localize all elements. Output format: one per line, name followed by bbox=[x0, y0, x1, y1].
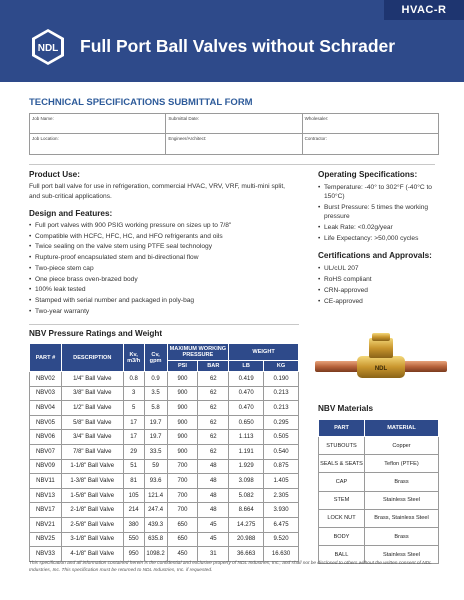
list-item: • Temperature: -40° to 302°F (-40°C to 150°C) bbox=[318, 183, 443, 201]
table-cell: 700 bbox=[167, 488, 198, 503]
table-cell: 1-5/8" Ball Valve bbox=[61, 488, 123, 503]
table-cell: 62 bbox=[198, 444, 229, 459]
certifications-list bbox=[318, 264, 443, 308]
table-cell: 650 bbox=[167, 517, 198, 532]
table-cell: 36.663 bbox=[229, 547, 264, 562]
table-cell: 2-1/8" Ball Valve bbox=[61, 503, 123, 518]
list-item: • Two-year warranty bbox=[29, 307, 299, 318]
table-row bbox=[30, 474, 299, 489]
job-location-field[interactable]: Job Location: bbox=[30, 134, 166, 154]
certifications-heading: Certifications and Approvals: bbox=[318, 251, 432, 260]
table-cell: 900 bbox=[167, 444, 198, 459]
table-cell: 380 bbox=[123, 517, 144, 532]
table-cell: 0.190 bbox=[264, 372, 299, 387]
table-row bbox=[30, 532, 299, 547]
column-header: Cv, gpm bbox=[144, 344, 167, 372]
job-name-field[interactable]: Job Name: bbox=[30, 114, 166, 133]
page-title: Full Port Ball Valves without Schrader bbox=[80, 36, 396, 56]
operating-specs-list bbox=[318, 183, 443, 245]
table-row bbox=[30, 488, 299, 503]
table-cell: 3/8" Ball Valve bbox=[61, 386, 123, 401]
table-row bbox=[30, 459, 299, 474]
logo-text: NDL bbox=[37, 43, 59, 54]
table-cell: 950 bbox=[123, 547, 144, 562]
table-cell: 3 bbox=[123, 386, 144, 401]
list-item: • RoHS compliant bbox=[318, 275, 443, 284]
table-cell: NBV33 bbox=[30, 547, 62, 562]
design-features-list bbox=[29, 221, 299, 317]
table-row bbox=[319, 473, 439, 491]
category-tag: HVAC-R bbox=[384, 0, 464, 20]
table-row bbox=[319, 527, 439, 545]
table-cell: 1.191 bbox=[229, 444, 264, 459]
submittal-date-field[interactable]: Submittal Date: bbox=[166, 114, 302, 133]
table-cell: 0.650 bbox=[229, 415, 264, 430]
materials-heading: NBV Materials bbox=[318, 404, 374, 413]
design-features-heading: Design and Features: bbox=[29, 209, 113, 218]
table-cell: 700 bbox=[167, 503, 198, 518]
table-cell: NBV25 bbox=[30, 532, 62, 547]
pressure-table-body bbox=[30, 372, 299, 562]
table-cell: NBV11 bbox=[30, 474, 62, 489]
column-header: Kv, m3/h bbox=[123, 344, 144, 372]
table-cell: 900 bbox=[167, 401, 198, 416]
ball-valve-image bbox=[311, 328, 451, 388]
column-header: KG bbox=[264, 361, 299, 372]
list-item: • UL/cUL 207 bbox=[318, 264, 443, 273]
wholesaler-field[interactable]: Wholesaler: bbox=[304, 116, 329, 121]
table-cell: 5/8" Ball Valve bbox=[61, 415, 123, 430]
table-cell: 1.929 bbox=[229, 459, 264, 474]
table-row bbox=[30, 430, 299, 445]
table-cell: 62 bbox=[198, 401, 229, 416]
table-row bbox=[30, 386, 299, 401]
column-header: PART bbox=[319, 420, 365, 437]
column-header: PSI bbox=[167, 361, 198, 372]
table-cell: 0.295 bbox=[264, 415, 299, 430]
table-cell: 20.988 bbox=[229, 532, 264, 547]
table-cell: 33.5 bbox=[144, 444, 167, 459]
list-item: • Life Expectancy: >50,000 cycles bbox=[318, 234, 443, 243]
table-cell: CAP bbox=[319, 473, 365, 491]
table-cell: LOCK NUT bbox=[319, 509, 365, 527]
table-cell: 17 bbox=[123, 430, 144, 445]
pressure-ratings-table bbox=[29, 343, 299, 562]
table-cell: 93.6 bbox=[144, 474, 167, 489]
product-use-text: Full port ball valve for use in refrigeration, commercial HVAC, VRV, VRF, multi-mini split, and sub-critical applications. bbox=[29, 183, 286, 200]
table-cell: 5.082 bbox=[229, 488, 264, 503]
table-cell: 48 bbox=[198, 474, 229, 489]
table-cell: 700 bbox=[167, 459, 198, 474]
table-cell: NBV06 bbox=[30, 430, 62, 445]
table-cell: Stainless Steel bbox=[365, 491, 439, 509]
table-row bbox=[319, 455, 439, 473]
table-cell: Copper bbox=[365, 437, 439, 455]
table-cell: NBV02 bbox=[30, 372, 62, 387]
submittal-form bbox=[29, 113, 439, 155]
contractor-field[interactable]: Contractor: bbox=[304, 136, 327, 141]
table-cell: 31 bbox=[198, 547, 229, 562]
table-cell: 1098.2 bbox=[144, 547, 167, 562]
table-cell: 9.520 bbox=[264, 532, 299, 547]
table-cell: 0.470 bbox=[229, 386, 264, 401]
table-cell: 48 bbox=[198, 488, 229, 503]
table-row bbox=[30, 517, 299, 532]
list-item: • One piece brass oven-brazed body bbox=[29, 275, 299, 286]
submittal-form-title: TECHNICAL SPECIFICATIONS SUBMITTAL FORM bbox=[29, 97, 253, 108]
list-item: • Full port valves with 900 PSIG working pressure on sizes up to 7/8" bbox=[29, 221, 299, 232]
table-cell: 650 bbox=[167, 532, 198, 547]
table-cell: STEM bbox=[319, 491, 365, 509]
table-cell: NBV05 bbox=[30, 415, 62, 430]
table-cell: SEALS & SEATS bbox=[319, 455, 365, 473]
column-header: DESCRIPTION bbox=[61, 344, 123, 372]
table-cell: Stainless Steel bbox=[365, 546, 439, 564]
materials-table bbox=[318, 419, 439, 564]
table-cell: NBV13 bbox=[30, 488, 62, 503]
table-row bbox=[30, 401, 299, 416]
table-cell: 48 bbox=[198, 503, 229, 518]
operating-specs-heading: Operating Specifications: bbox=[318, 170, 418, 179]
pressure-table-heading: NBV Pressure Ratings and Weight bbox=[29, 329, 163, 338]
table-cell: 4-1/8" Ball Valve bbox=[61, 547, 123, 562]
table-cell: 2-5/8" Ball Valve bbox=[61, 517, 123, 532]
column-header: LB bbox=[229, 361, 264, 372]
table-cell: 1-1/8" Ball Valve bbox=[61, 459, 123, 474]
table-cell: 8.664 bbox=[229, 503, 264, 518]
table-cell: 550 bbox=[123, 532, 144, 547]
table-cell: 45 bbox=[198, 517, 229, 532]
form-row bbox=[30, 134, 438, 154]
list-item: • CE-approved bbox=[318, 297, 443, 306]
table-cell: 51 bbox=[123, 459, 144, 474]
table-cell: Brass bbox=[365, 527, 439, 545]
table-cell: 81 bbox=[123, 474, 144, 489]
table-cell: 1/4" Ball Valve bbox=[61, 372, 123, 387]
table-cell: 16.630 bbox=[264, 547, 299, 562]
table-cell: 19.7 bbox=[144, 415, 167, 430]
table-cell: 3/4" Ball Valve bbox=[61, 430, 123, 445]
table-cell: 0.419 bbox=[229, 372, 264, 387]
table-cell: 62 bbox=[198, 430, 229, 445]
section-divider bbox=[29, 324, 299, 325]
table-cell: 439.3 bbox=[144, 517, 167, 532]
table-cell: 19.7 bbox=[144, 430, 167, 445]
table-cell: 3.930 bbox=[264, 503, 299, 518]
table-cell: 7/8" Ball Valve bbox=[61, 444, 123, 459]
table-row bbox=[30, 547, 299, 562]
table-cell: 3.098 bbox=[229, 474, 264, 489]
list-item: • CRN-approved bbox=[318, 286, 443, 295]
table-cell: 5.8 bbox=[144, 401, 167, 416]
table-cell: 0.875 bbox=[264, 459, 299, 474]
table-row bbox=[30, 372, 299, 387]
table-cell: 1.405 bbox=[264, 474, 299, 489]
list-item: • 100% leak tested bbox=[29, 285, 299, 296]
table-cell: 0.213 bbox=[264, 401, 299, 416]
table-cell: 0.8 bbox=[123, 372, 144, 387]
table-cell: 900 bbox=[167, 372, 198, 387]
table-cell: BALL bbox=[319, 546, 365, 564]
table-cell: 17 bbox=[123, 415, 144, 430]
column-header: WEIGHT bbox=[229, 344, 299, 361]
column-header: PART # bbox=[30, 344, 62, 372]
table-cell: 62 bbox=[198, 415, 229, 430]
table-cell: 1-3/8" Ball Valve bbox=[61, 474, 123, 489]
table-row bbox=[30, 415, 299, 430]
table-cell: 0.213 bbox=[264, 386, 299, 401]
column-header: MATERIAL bbox=[365, 420, 439, 437]
table-cell: NBV09 bbox=[30, 459, 62, 474]
table-row bbox=[319, 437, 439, 455]
table-cell: 62 bbox=[198, 372, 229, 387]
table-cell: 5 bbox=[123, 401, 144, 416]
table-cell: 635.8 bbox=[144, 532, 167, 547]
engineer-architect-field[interactable]: Engineer/Architect: bbox=[166, 134, 302, 154]
table-cell: 3-1/8" Ball Valve bbox=[61, 532, 123, 547]
table-cell: 1.113 bbox=[229, 430, 264, 445]
table-cell: NBV07 bbox=[30, 444, 62, 459]
table-cell: Brass bbox=[365, 473, 439, 491]
table-cell: 0.540 bbox=[264, 444, 299, 459]
table-cell: NBV03 bbox=[30, 386, 62, 401]
table-cell: 14.275 bbox=[229, 517, 264, 532]
table-row bbox=[30, 503, 299, 518]
ndl-logo-icon bbox=[29, 28, 67, 66]
table-cell: STUBOUTS bbox=[319, 437, 365, 455]
table-cell: 48 bbox=[198, 459, 229, 474]
list-item: • Twice sealing on the valve stem using PTFE seal technology bbox=[29, 242, 299, 253]
list-item: • Burst Pressure: 5 times the working pressure bbox=[318, 203, 443, 221]
table-cell: 59 bbox=[144, 459, 167, 474]
table-cell: 1/2" Ball Valve bbox=[61, 401, 123, 416]
form-row bbox=[30, 114, 438, 134]
table-cell: 900 bbox=[167, 415, 198, 430]
table-cell: NBV04 bbox=[30, 401, 62, 416]
table-row bbox=[30, 444, 299, 459]
table-cell: Teflon (PTFE) bbox=[365, 455, 439, 473]
table-cell: 2.305 bbox=[264, 488, 299, 503]
table-cell: 700 bbox=[167, 474, 198, 489]
table-cell: 450 bbox=[167, 547, 198, 562]
table-cell: 62 bbox=[198, 386, 229, 401]
materials-table-body bbox=[319, 437, 439, 564]
list-item: • Rupture-proof encapsulated stem and bi-directional flow bbox=[29, 253, 299, 264]
table-cell: 105 bbox=[123, 488, 144, 503]
table-cell: 121.4 bbox=[144, 488, 167, 503]
product-use-heading: Product Use: bbox=[29, 170, 80, 179]
table-cell: 45 bbox=[198, 532, 229, 547]
header-banner bbox=[0, 0, 464, 82]
list-item: • Compatible with HCFC, HFC, HC, and HFO refrigerants and oils bbox=[29, 232, 299, 243]
table-cell: 247.4 bbox=[144, 503, 167, 518]
column-header: BAR bbox=[198, 361, 229, 372]
table-cell: Brass, Stainless Steel bbox=[365, 509, 439, 527]
table-cell: 0.9 bbox=[144, 372, 167, 387]
list-item: • Two-piece stem cap bbox=[29, 264, 299, 275]
table-row bbox=[319, 509, 439, 527]
table-cell: BODY bbox=[319, 527, 365, 545]
section-divider bbox=[29, 164, 435, 165]
table-cell: NBV21 bbox=[30, 517, 62, 532]
table-cell: 900 bbox=[167, 430, 198, 445]
table-cell: 214 bbox=[123, 503, 144, 518]
table-cell: 0.470 bbox=[229, 401, 264, 416]
table-cell: 900 bbox=[167, 386, 198, 401]
table-cell: 29 bbox=[123, 444, 144, 459]
table-cell: 6.475 bbox=[264, 517, 299, 532]
table-row bbox=[319, 491, 439, 509]
valve-label: NDL bbox=[374, 366, 388, 372]
confidentiality-footer: This specification and all information contained herein is the confidential and exclusive property of NDL Industries, Inc., and shall not be disclosed to others without the written consent of NDL Industries, Inc. This specification must be returned to NDL Industries, Inc. if requested. bbox=[29, 561, 432, 573]
list-item: • Leak Rate: <0.02g/year bbox=[318, 223, 443, 232]
list-item: • Stamped with serial number and packaged in poly-bag bbox=[29, 296, 299, 307]
table-cell: NBV17 bbox=[30, 503, 62, 518]
table-cell: 3.5 bbox=[144, 386, 167, 401]
table-cell: 0.505 bbox=[264, 430, 299, 445]
column-header: MAXIMUM WORKING PRESSURE bbox=[167, 344, 229, 361]
